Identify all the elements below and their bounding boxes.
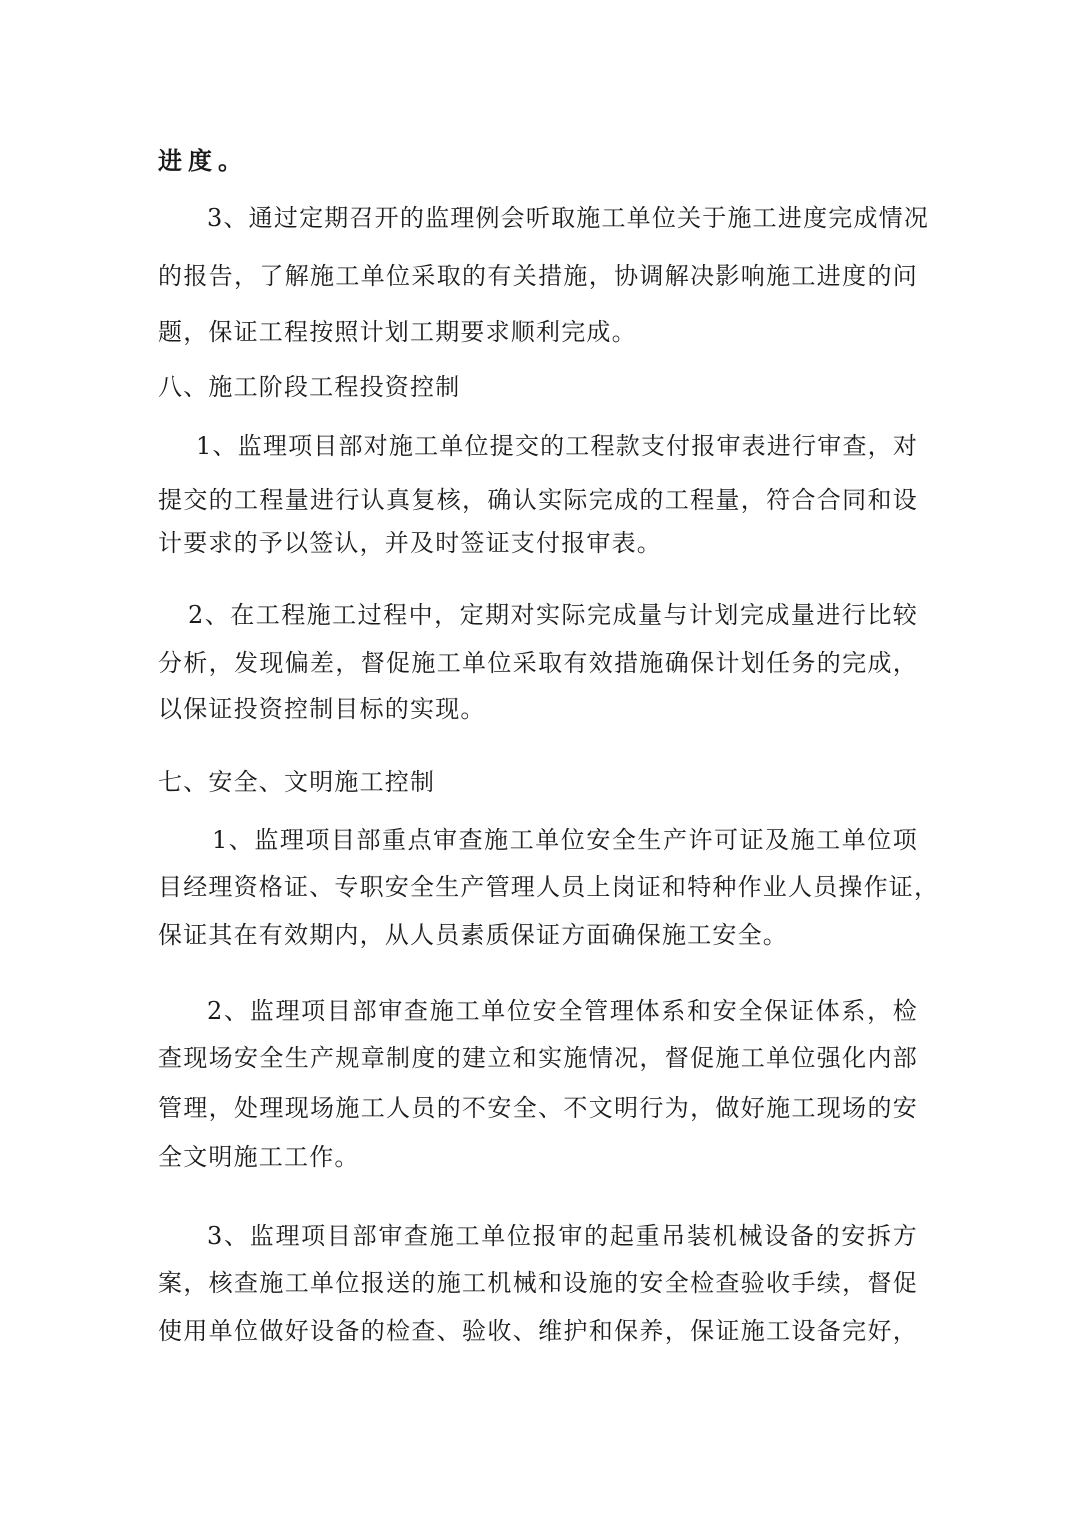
text-line: 保证其在有效期内，从人员素质保证方面确保施工安全。 [158, 921, 788, 949]
section-heading: 八、施工阶段工程投资控制 [158, 373, 461, 401]
section-heading: 七、安全、文明施工控制 [158, 768, 436, 796]
text-line: 提交的工程量进行认真复核，确认实际完成的工程量，符合合同和设 [158, 486, 918, 514]
text-line: 管理，处理现场施工人员的不安全、不文明行为，做好施工现场的安 [158, 1094, 918, 1122]
text-line: 1、监理项目部对施工单位提交的工程款支付报审表进行审查，对 [196, 432, 919, 460]
text-line: 分析，发现偏差，督促施工单位采取有效措施确保计划任务的完成， [158, 649, 918, 677]
text-line: 全文明施工工作。 [158, 1143, 360, 1171]
text-line: 3、通过定期召开的监理例会听取施工单位关于施工进度完成情况 [207, 204, 930, 232]
text-line: 的报告，了解施工单位采取的有关措施，协调解决影响施工进度的问 [158, 262, 918, 290]
text-line: 查现场安全生产规章制度的建立和实施情况，督促施工单位强化内部 [158, 1044, 918, 1072]
text-line: 3、监理项目部审查施工单位报审的起重吊装机械设备的安拆方 [207, 1222, 918, 1250]
text-line: 使用单位做好设备的检查、验收、维护和保养，保证施工设备完好， [158, 1317, 918, 1345]
text-line: 2、监理项目部审查施工单位安全管理体系和安全保证体系，检 [207, 997, 918, 1025]
text-line: 以保证投资控制目标的实现。 [158, 695, 486, 723]
text-line: 案，核查施工单位报送的施工机械和设施的安全检查验收手续，督促 [158, 1269, 918, 1297]
text-line: 计要求的予以签认，并及时签证支付报审表。 [158, 529, 662, 557]
text-line: 目经理资格证、专职安全生产管理人员上岗证和特种作业人员操作证， [158, 873, 940, 901]
text-line: 进度。 [158, 146, 248, 175]
text-line: 1、监理项目部重点审查施工单位安全生产许可证及施工单位项 [212, 826, 918, 854]
text-line: 2、在工程施工过程中，定期对实际完成量与计划完成量进行比较 [188, 601, 918, 629]
text-line: 题，保证工程按照计划工期要求顺利完成。 [158, 318, 637, 346]
